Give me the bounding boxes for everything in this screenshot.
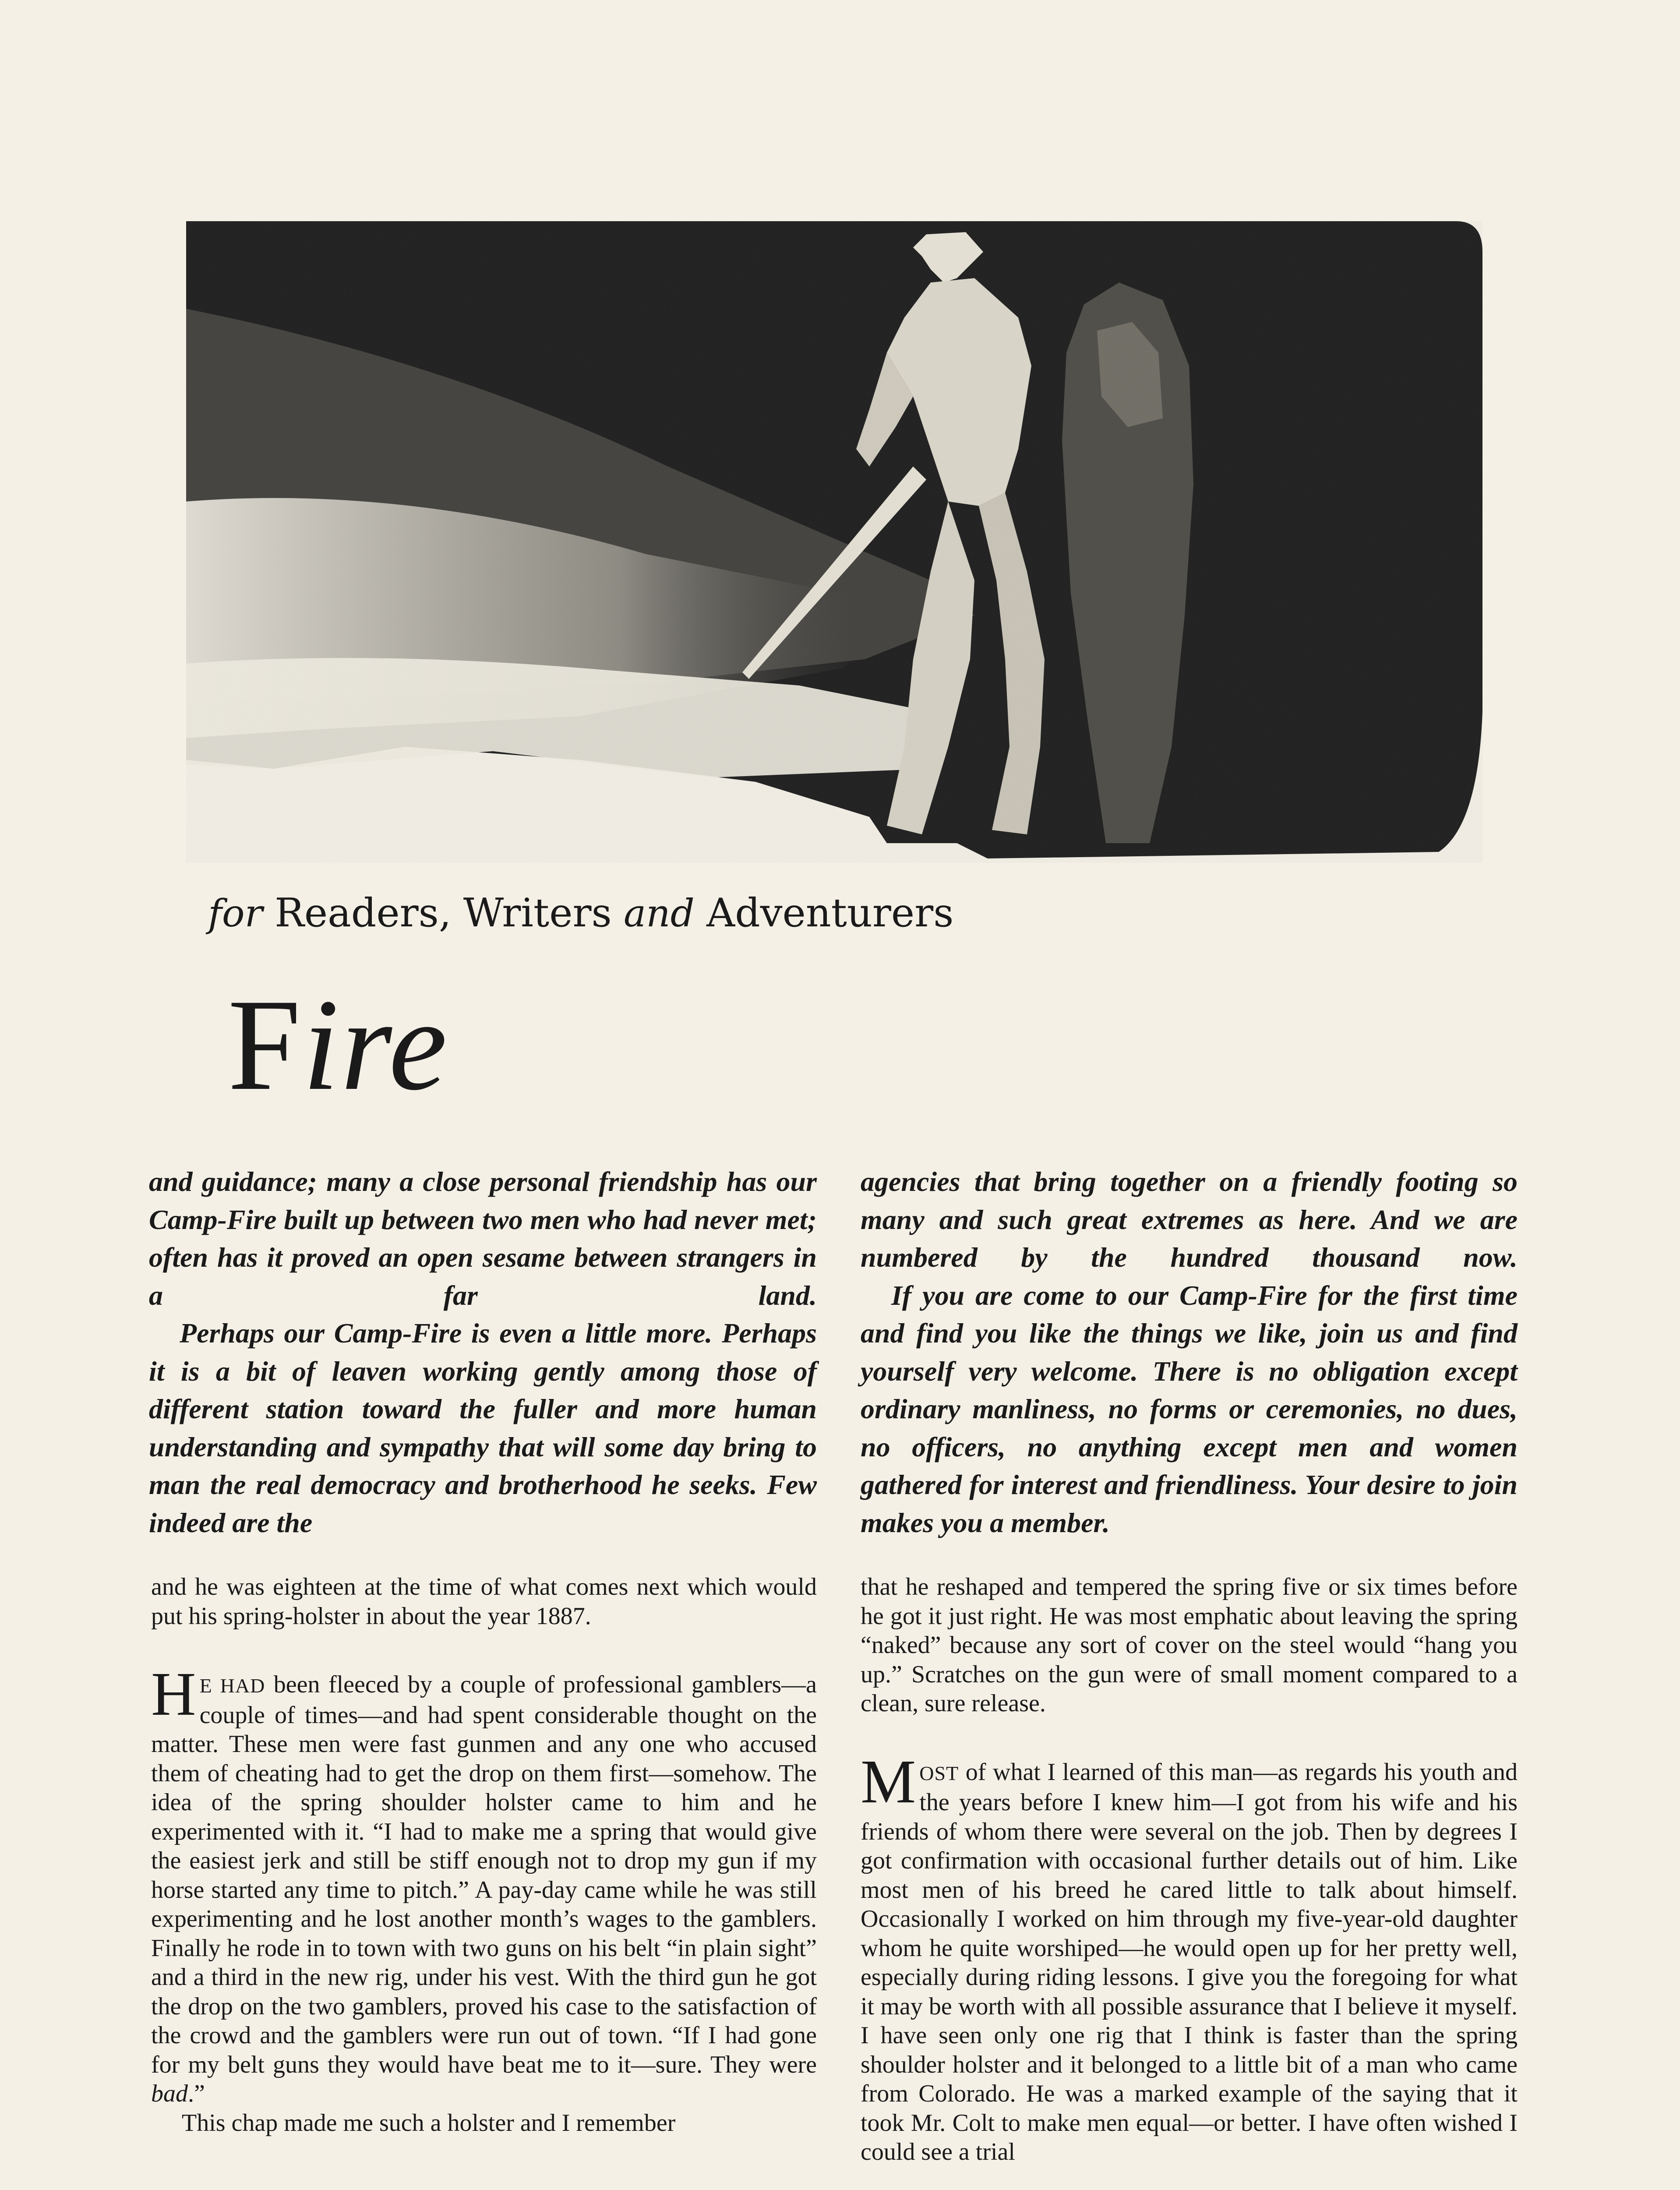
article-left-paragraph-3: This chap made me such a holster and I remember [182,2109,676,2137]
subtitle-writers: Writers [463,890,612,936]
small-caps-lead: OST [919,1762,959,1784]
article-left-paragraph-2: H E HAD been fleeced by a couple of professional gamblers—a couple of times—and had spent considerable thought on the matter. These men were fast gunmen and any one who accused them of cheating had to get the drop on them first—somehow. The idea of the spring shoulder holster came to him and he experimented with it. “I had to make me a spring that would give the easiest jerk and still be stiff enough not to drop my gun if my horse started any time to pitch.” A pay-day came while he was still experimenting and he lost another month’s wages to the gamblers. Finally he rode in to town with two guns on his belt “in plain sight” and a third in the new rig, under his vest. With the third gun he got the drop on the two gamblers, proved his case to the satisfaction of the crowd and the gamblers were run out of town. “If I had gone for my belt guns they would have beat me to it—sure. They were bad.” [151,1659,817,2107]
section-title [228,972,449,1117]
subtitle-and: and [624,892,695,936]
article-column-left [151,1572,817,2137]
drop-cap-h: H [151,1659,196,1728]
intro-column-left [149,1163,817,1542]
intro-column-right [861,1163,1518,1542]
drop-cap-m: M [861,1746,916,1816]
intro-left-paragraph-1: and guidance; many a close personal friendship has our Camp-Fire built up between two men who had never met; often has it proved an open sesame between strangers in a far land. [149,1166,817,1311]
section-subtitle [208,889,953,938]
article-column-right [861,1572,1518,2167]
subtitle-adventurers: Adventurers [706,890,954,936]
article-right-paragraph-1: that he reshaped and tempered the spring five or six times before he got it just right. He was most emphatic about leaving the spring “naked” because any sort of cover on the steel would “hang you up.” Scratches on the gun were of small moment compared to a clean, sure release. [861,1573,1518,1717]
intro-right-paragraph-1: agencies that bring together on a friendly footing so many and such great extremes as here. And we are numbered by the hundred thousand now. [861,1166,1518,1273]
campfire-header-illustration [186,221,1482,863]
subtitle-for: for [208,892,263,936]
intro-right-paragraph-2: If you are come to our Camp-Fire for the first time and find you like the things we like, join us and find yourself very welcome. There is no obligation except ordinary manliness, no forms or ceremonies, no dues, no officers, no anything except men and women gathered for interest and friendliness. Your desire to join makes you a member. [861,1279,1518,1538]
subtitle-readers: Readers, [275,890,452,936]
title-initial: F [228,972,303,1117]
intro-left-paragraph-2: Perhaps our Camp-Fire is even a little more. Perhaps it is a bit of leaven working gently among those of different station toward the fuller and more human understanding and sympathy that will some day bring to man the real democracy and brotherhood he seeks. Few indeed are the [149,1318,817,1538]
title-rest: ire [302,972,449,1117]
article-right-paragraph-2: MOST of what I learned of this man—as regards his youth and the years before I knew him—I got from his wife and his friends of whom there were several on the job. Then by degrees I got confirmation with occasional further details out of him. Like most men of his breed he cared little to talk about himself. Occasionally I worked on him through my five-year-old daughter whom he quite worshiped—he would open up for her pretty well, especially during riding lessons. I give you the foregoing for what it may be worth with all possible assurance that I believe it myself. I have seen only one rig that I think is faster than the spring shoulder holster and it belonged to a little bit of a man who came from Colorado. He was a marked example of the saying that it took Mr. Colt to make men equal—or better. I have often wished I could see a trial [861,1746,1518,2165]
article-left-paragraph-1: and he was eighteen at the time of what comes next which would put his spring-holster in about the year 1887. [151,1573,817,1630]
small-caps-lead: E HAD [199,1674,265,1697]
